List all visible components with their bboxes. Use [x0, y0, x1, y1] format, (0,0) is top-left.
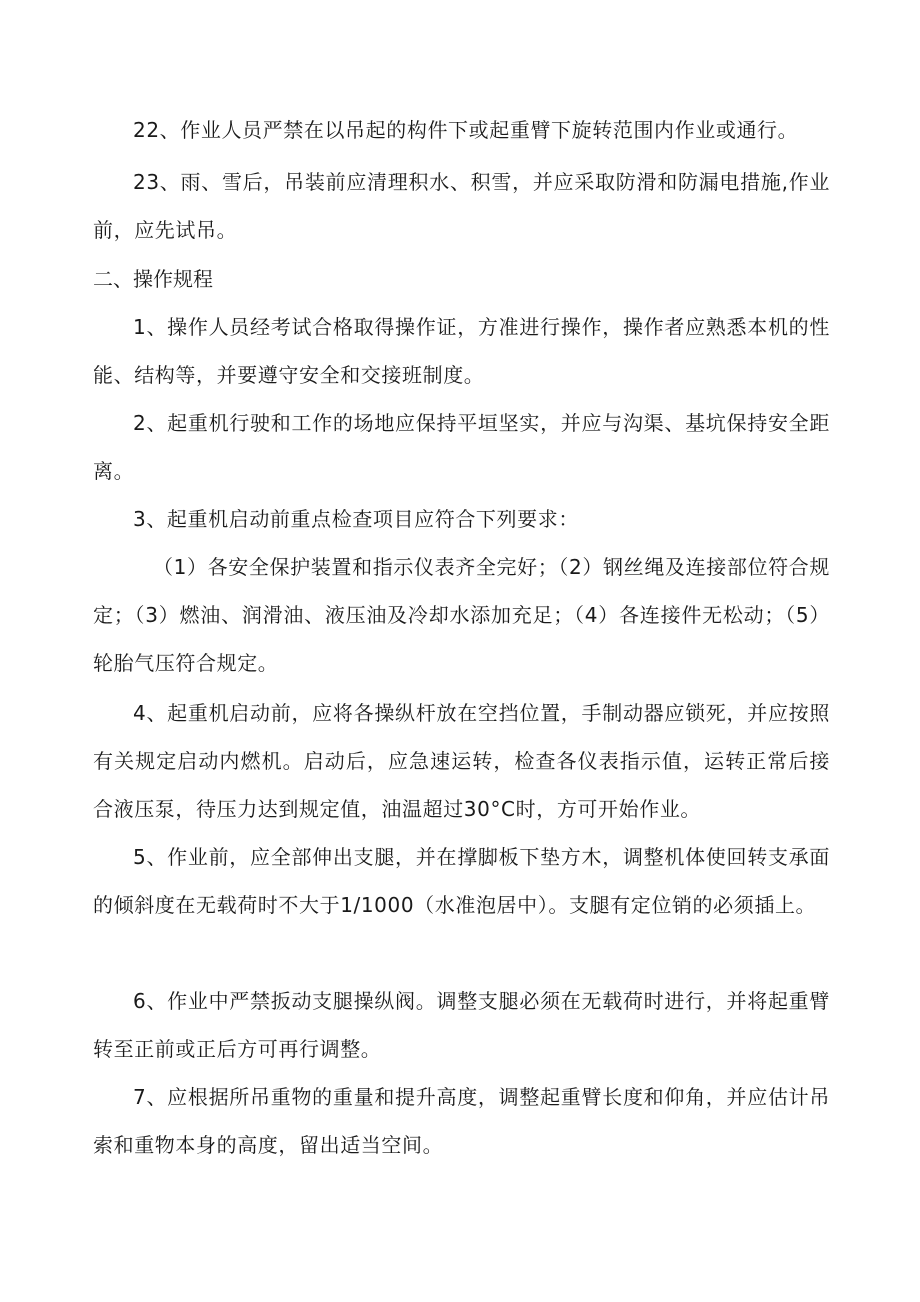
- clause-6: 6、作业中严禁扳动支腿操纵阀。调整支腿必须在无载荷时进行，并将起重臂转至正前或正后方可再行调整。: [93, 989, 830, 1061]
- clause-2: 2、起重机行驶和工作的场地应保持平垣坚实，并应与沟渠、基坑保持安全距离。: [93, 411, 830, 483]
- clause-3-sublist: （1）各安全保护装置和指示仪表齐全完好；（2）钢丝绳及连接部位符合规定；（3）燃油、润滑油、液压油及冷却水添加充足；（4）各连接件无松动；（5）轮胎气压符合规定。: [93, 555, 830, 675]
- clause-4: 4、起重机启动前，应将各操纵杆放在空挡位置，手制动器应锁死，并应按照有关规定启动内燃机。启动后，应急速运转，检查各仪表指示值，运转正常后接合液压泵，待压力达到规定值，油温超过30°C时，方可开始作业。: [93, 701, 830, 821]
- clause-3: 3、起重机启动前重点检查项目应符合下列要求：: [133, 507, 579, 531]
- clause-5: 5、作业前，应全部伸出支腿，并在撑脚板下垫方木，调整机体使回转支承面的倾斜度在无载荷时不大于1/1000（水准泡居中）。支腿有定位销的必须插上。: [93, 845, 830, 917]
- clause-7: 7、应根据所吊重物的重量和提升高度，调整起重臂长度和仰角，并应估计吊索和重物本身的高度，留出适当空间。: [93, 1085, 830, 1157]
- clause-1: 1、操作人员经考试合格取得操作证，方准进行操作，操作者应熟悉本机的性能、结构等，并要遵守安全和交接班制度。: [93, 315, 830, 387]
- clause-23: 23、雨、雪后，吊装前应清理积水、积雪，并应采取防滑和防漏电措施,作业前，应先试吊。: [93, 170, 830, 242]
- section-heading-operating-procedures: 二、操作规程: [93, 267, 213, 291]
- clause-22: 22、作业人员严禁在以吊起的构件下或起重臂下旋转范围内作业或通行。: [133, 118, 799, 142]
